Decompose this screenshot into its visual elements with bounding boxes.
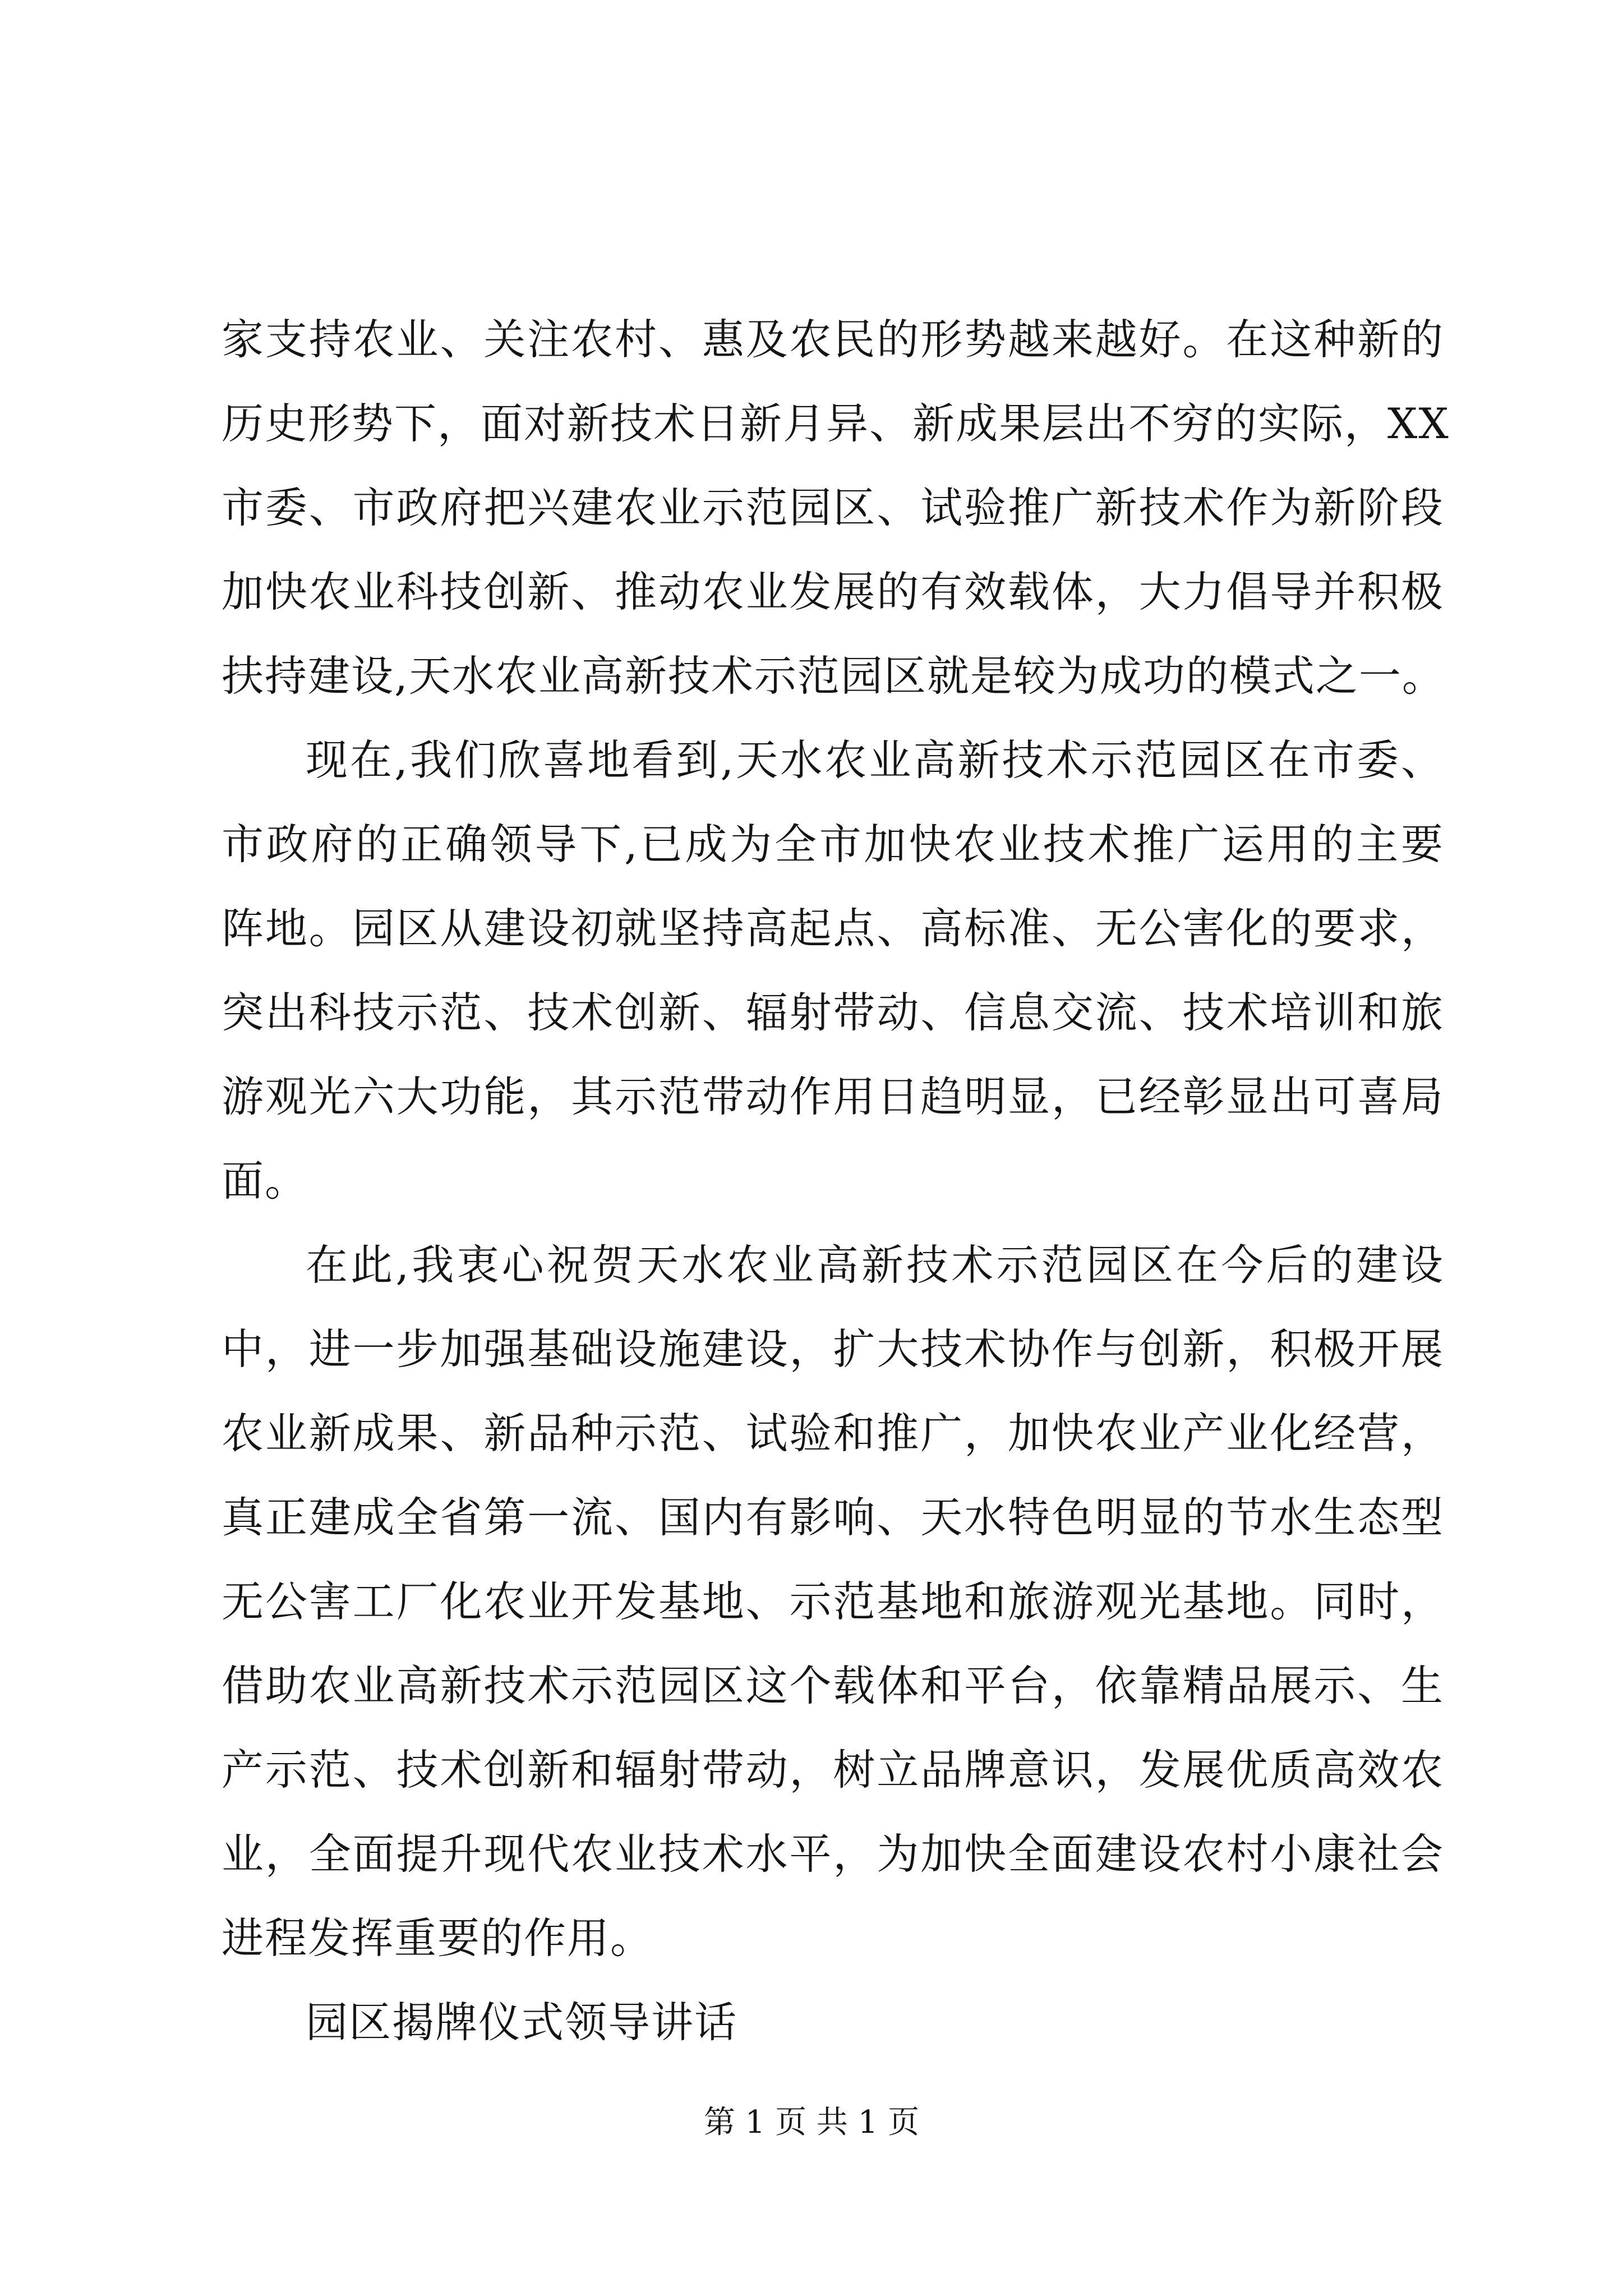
text-line: 市政府的正确领导下,已成为全市加快农业技术推广运用的主要: [222, 820, 1444, 869]
text-line: 无公害工厂化农业开发基地、示范基地和旅游观光基地。同时，: [222, 1577, 1444, 1626]
text-line: 历史形势下，面对新技术日新月异、新成果层出不穷的实际，XX: [222, 399, 1450, 448]
document-body: [222, 297, 1450, 2064]
text-line: 产示范、技术创新和辐射带动，树立品牌意识，发展优质高效农: [222, 1745, 1444, 1795]
text-line: 扶持建设,天水农业高新技术示范园区就是较为成功的模式之一。: [222, 651, 1445, 701]
page-footer: 第 1 页 共 1 页: [703, 2104, 920, 2141]
text-line: 中，进一步加强基础设施建设，扩大技术协作与创新，积极开展: [222, 1324, 1444, 1374]
text-line: 农业新成果、新品种示范、试验和推广，加快农业产业化经营，: [222, 1409, 1444, 1458]
text-line: 真正建成全省第一流、国内有影响、天水特色明显的节水生态型: [222, 1493, 1444, 1542]
text-line: 阵地。园区从建设初就坚持高起点、高标准、无公害化的要求，: [222, 904, 1444, 953]
section-title-line: 园区揭牌仪式领导讲话: [306, 1998, 738, 2047]
text-line: 游观光六大功能，其示范带动作用日趋明显，已经彰显出可喜局: [222, 1072, 1444, 1121]
paragraph-first-line: 在此,我衷心祝贺天水农业高新技术示范园区在今后的建设: [306, 1240, 1444, 1290]
text-line: 进程发挥重要的作用。: [222, 1913, 654, 1963]
text-line: 业，全面提升现代农业技术水平，为加快全面建设农村小康社会: [222, 1829, 1444, 1879]
text-line: 市委、市政府把兴建农业示范园区、试验推广新技术作为新阶段: [222, 483, 1444, 532]
paragraph-first-line: 现在,我们欣喜地看到,天水农业高新技术示范园区在市委、: [306, 735, 1444, 785]
text-line: 借助农业高新技术示范园区这个载体和平台，依靠精品展示、生: [222, 1661, 1444, 1710]
text-line: 家支持农业、关注农村、惠及农民的形势越来越好。在这种新的: [222, 315, 1444, 364]
text-line: 突出科技示范、技术创新、辐射带动、信息交流、技术培训和旅: [222, 988, 1444, 1037]
text-line: 面。: [222, 1156, 308, 1205]
text-line: 加快农业科技创新、推动农业发展的有效载体，大力倡导并积极: [222, 567, 1444, 616]
